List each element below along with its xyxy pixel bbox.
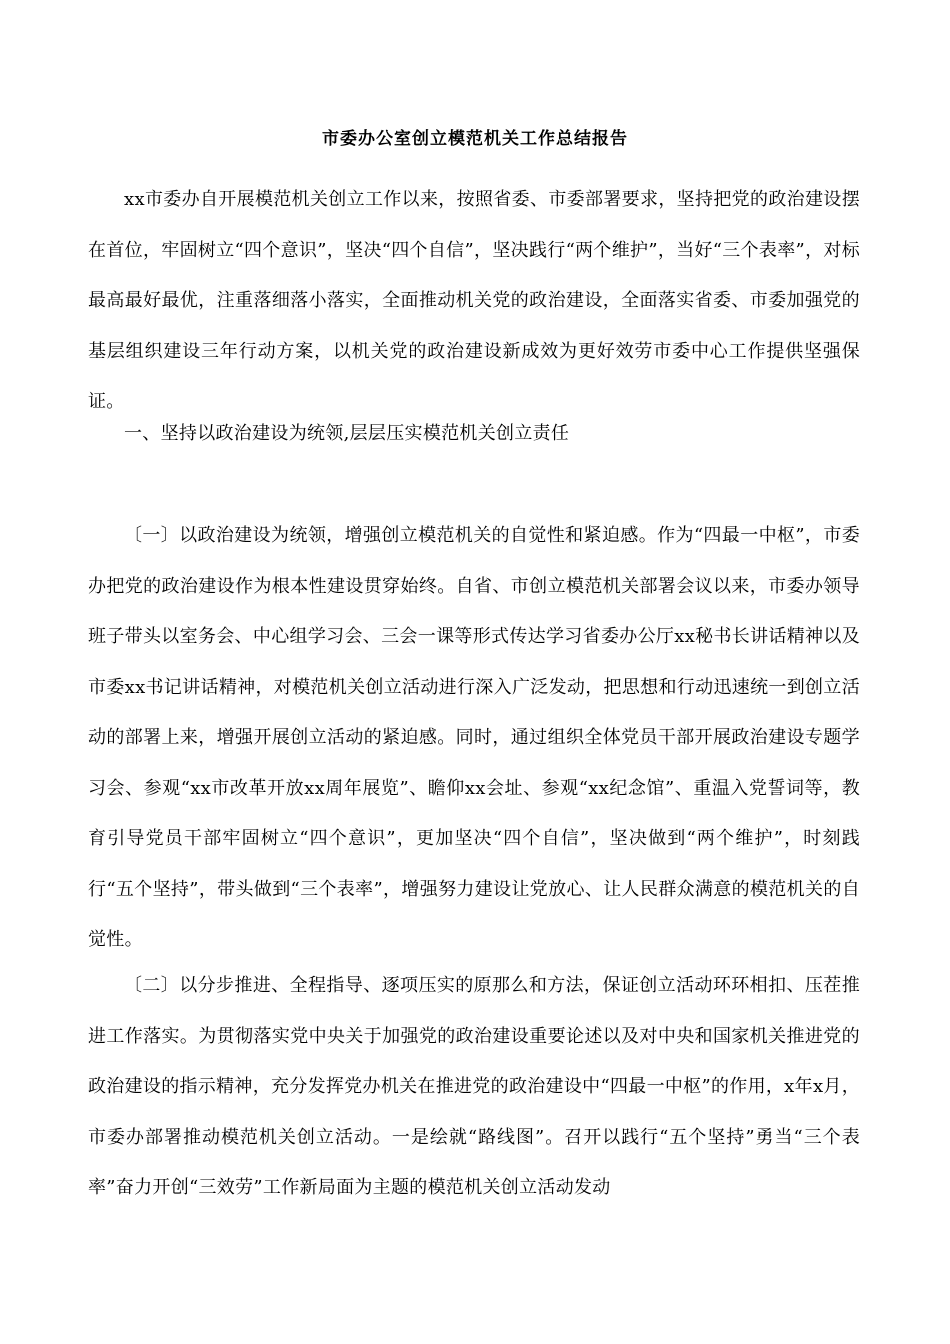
section-heading-1: 一、坚持以政治建设为统领,层层压实模范机关创立责任 xyxy=(124,423,570,444)
paragraph-subsection-2: 〔二〕以分步推进、全程指导、逐项压实的原那么和方法，保证创立活动环环相扣、压茬推进工作落实。为贯彻落实党中央关于加强党的政治建设重要论述以及对中央和国家机关推进党的政治建设的指示精神，充分发挥党办机关在推进党的政治建设中“四最一中枢”的作用，x年x月，市委办部署推动模范机关创立活动。一是绘就“路线图”。召开以践行“五个坚持”勇当“三个表率”奋力开创“三效劳”工作新局面为主题的模范机关创立活动发动 xyxy=(88,975,860,1198)
paragraph-subsection-1: 〔一〕以政治建设为统领，增强创立模范机关的自觉性和紧迫感。作为“四最一中枢”，市委办把党的政治建设作为根本性建设贯穿始终。自省、市创立模范机关部署会议以来，市委办领导班子带头以室务会、中心组学习会、三会一课等形式传达学习省委办公厅xx秘书长讲话精神以及市委xx书记讲话精神，对模范机关创立活动进行深入广泛发动，把思想和行动迅速统一到创立活动的部署上来，增强开展创立活动的紧迫感。同时，通过组织全体党员干部开展政治建设专题学习会、参观“xx市改革开放xx周年展览”、瞻仰xx会址、参观“xx纪念馆”、重温入党誓词等，教育引导党员干部牢固树立“四个意识”，更加坚决“四个自信”，坚决做到“两个维护”，时刻践行“五个坚持”，带头做到“三个表率”，增强努力建设让党放心、让人民群众满意的模范机关的自觉性。 xyxy=(88,525,860,950)
paragraph-intro: xx市委办自开展模范机关创立工作以来，按照省委、市委部署要求，坚持把党的政治建设摆在首位，牢固树立“四个意识”，坚决“四个自信”，坚决践行“两个维护”，当好“三个表率”，对标最高最好最优，注重落细落小落实，全面推动机关党的政治建设，全面落实省委、市委加强党的基层组织建设三年行动方案，以机关党的政治建设新成效为更好效劳市委中心工作提供坚强保证。 xyxy=(88,189,860,412)
document-title: 市委办公室创立模范机关工作总结报告 xyxy=(322,129,628,149)
